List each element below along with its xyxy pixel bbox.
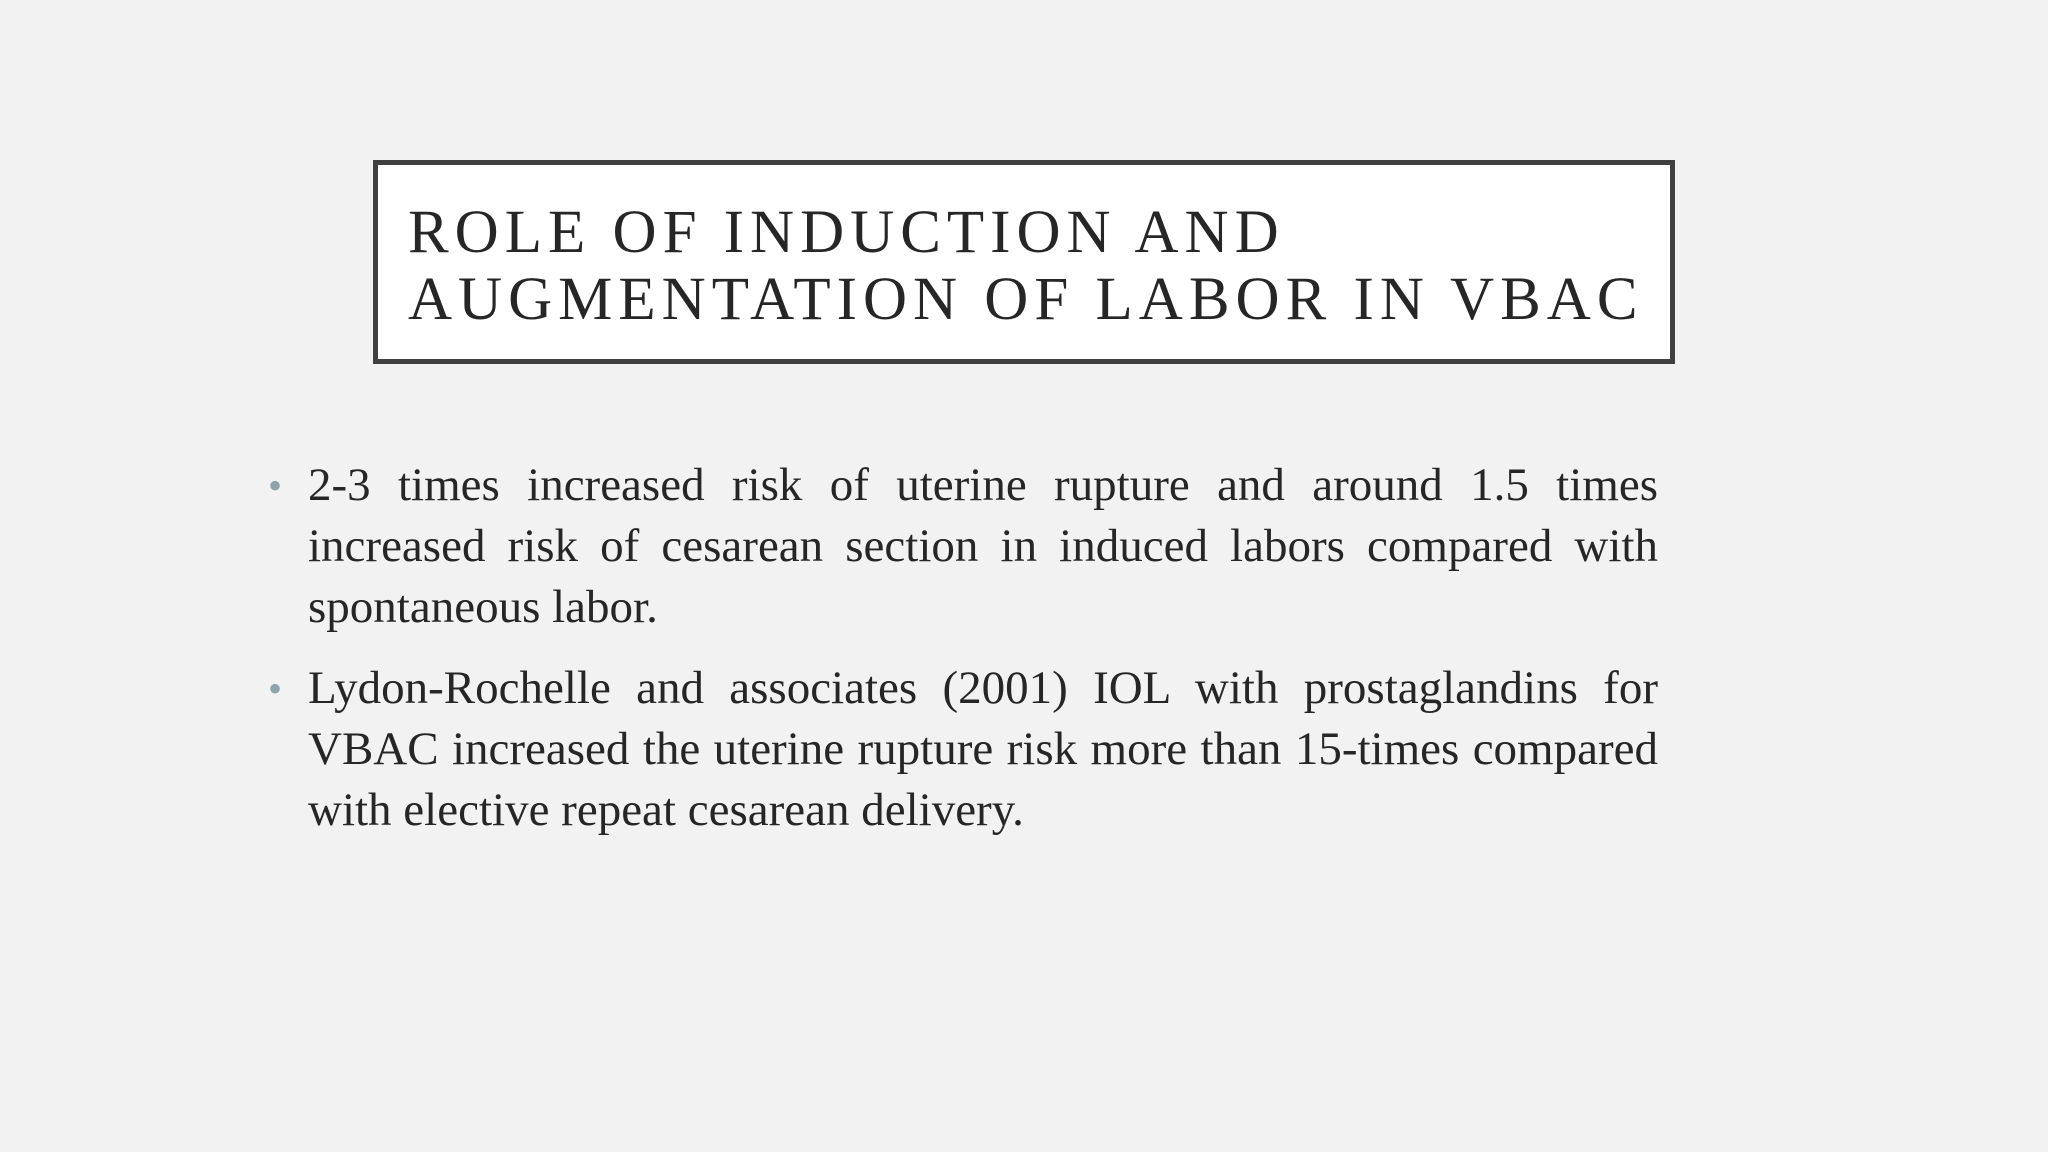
bullet-text: Lydon-Rochelle and associates (2001) IOL with prostaglandins for VBAC increased the uterine rupture risk more than 15-times compared with elective repeat cesarean delivery. bbox=[308, 662, 1658, 836]
slide-title bbox=[408, 199, 1650, 333]
title-box bbox=[373, 160, 1675, 364]
bullet-marker: • bbox=[268, 463, 283, 508]
bullet-marker: • bbox=[268, 666, 283, 711]
bullet-list bbox=[268, 455, 1658, 861]
bullet-item-induction-risk bbox=[268, 455, 1658, 638]
slide-title-line-1: ROLE OF INDUCTION AND bbox=[408, 199, 1285, 266]
slide-title-line-2: AUGMENTATION OF LABOR IN VBAC bbox=[408, 266, 1644, 333]
bullet-text: 2-3 times increased risk of uterine rupture and around 1.5 times increased risk of cesarean section in induced labors compared with spontaneous labor. bbox=[308, 459, 1658, 633]
bullet-item-prostaglandin-risk bbox=[268, 658, 1658, 841]
